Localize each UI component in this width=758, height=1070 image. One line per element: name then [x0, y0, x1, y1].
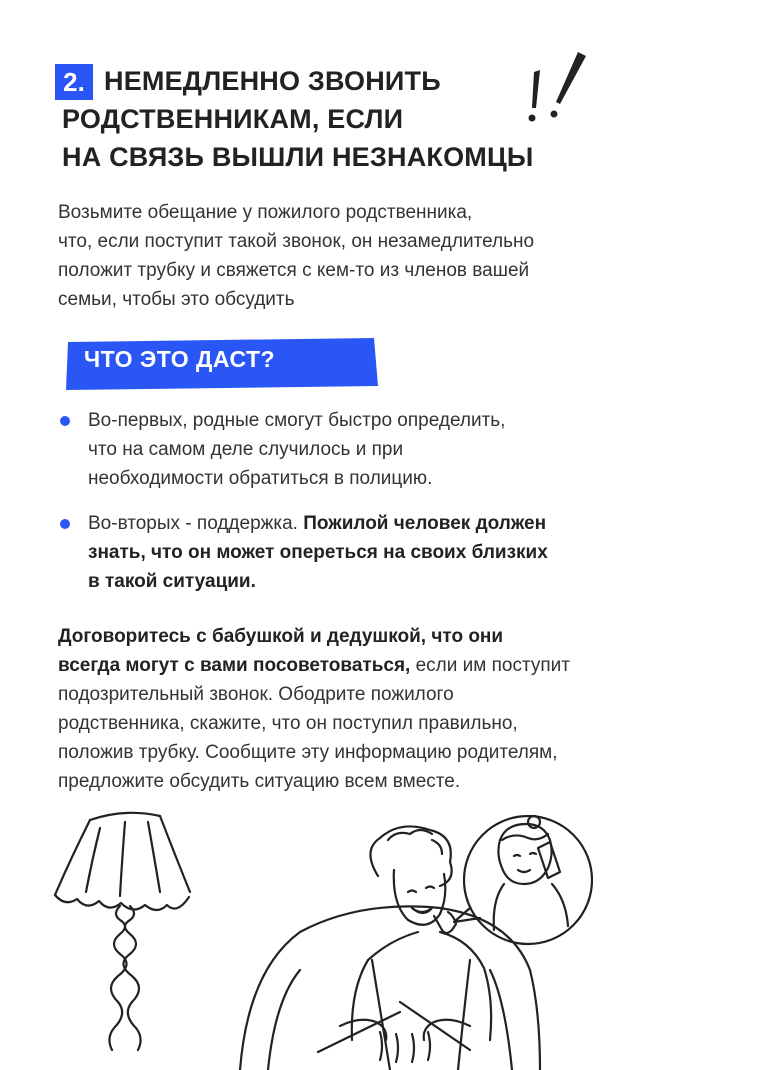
intro-paragraph — [58, 198, 534, 314]
section-number-badge — [55, 64, 93, 100]
caller-bubble-icon — [454, 816, 592, 944]
bullet-plain-text: Во-вторых - поддержка. — [88, 513, 304, 534]
advice-line: родственника, скажите, что он поступил правильно, — [58, 713, 518, 734]
advice-bold-text: всегда могут с вами посоветоваться, — [58, 655, 411, 676]
advice-line: положив трубку. Сообщите эту информацию родителям, — [58, 742, 558, 763]
bullet-line: необходимости обратиться в полицию. — [88, 468, 433, 489]
intro-line: Возьмите обещание у пожилого родственника, — [58, 202, 473, 223]
bullet-line: что на самом деле случилось и при — [88, 439, 404, 460]
section-label: ЧТО ЭТО ДАСТ? — [84, 346, 276, 372]
intro-line: что, если поступит такой звонок, он незамедлительно — [58, 231, 535, 252]
bullet-bold-text: знать, что он может опереться на своих близких — [88, 542, 548, 563]
exclamation-marks-icon — [520, 46, 590, 126]
advice-paragraph — [58, 622, 570, 796]
bullet-line — [88, 538, 548, 567]
advice-line — [58, 651, 570, 680]
advice-bold-text: Договоритесь с бабушкой и дедушкой, что они — [58, 626, 504, 647]
bullet-bold-text: Пожилой человек должен — [303, 513, 547, 534]
grandmother-phone-call-illustration — [0, 800, 758, 1070]
floor-lamp-icon — [55, 813, 190, 1050]
advice-plain-text: если им поступит — [410, 655, 570, 676]
bullet-dot — [60, 416, 70, 426]
bullet-bold-text: в такой ситуации. — [88, 571, 256, 592]
bullet-line: Во-первых, родные смогут быстро определить, — [88, 410, 506, 431]
bullet-text — [88, 509, 548, 596]
section-number: 2. — [63, 66, 85, 97]
title-line-2: РОДСТВЕННИКАМ, ЕСЛИ — [62, 104, 404, 134]
bullet-dot — [60, 519, 70, 529]
bullet-line — [88, 509, 548, 538]
title-line-1: НЕМЕДЛЕННО ЗВОНИТЬ — [104, 66, 441, 96]
intro-line: семьи, чтобы это обсудить — [58, 289, 295, 310]
advice-line: подозрительный звонок. Ободрите пожилого — [58, 684, 454, 705]
intro-line: положит трубку и свяжется с кем-то из членов вашей — [58, 260, 530, 281]
bullet-text — [88, 406, 505, 493]
armchair-icon — [240, 906, 540, 1070]
bullet-line — [88, 567, 548, 596]
title-line-3: НА СВЯЗЬ ВЫШЛИ НЕЗНАКОМЦЫ — [62, 142, 534, 172]
advice-line — [58, 622, 570, 651]
advice-line: предложите обсудить ситуацию всем вместе. — [58, 771, 461, 792]
